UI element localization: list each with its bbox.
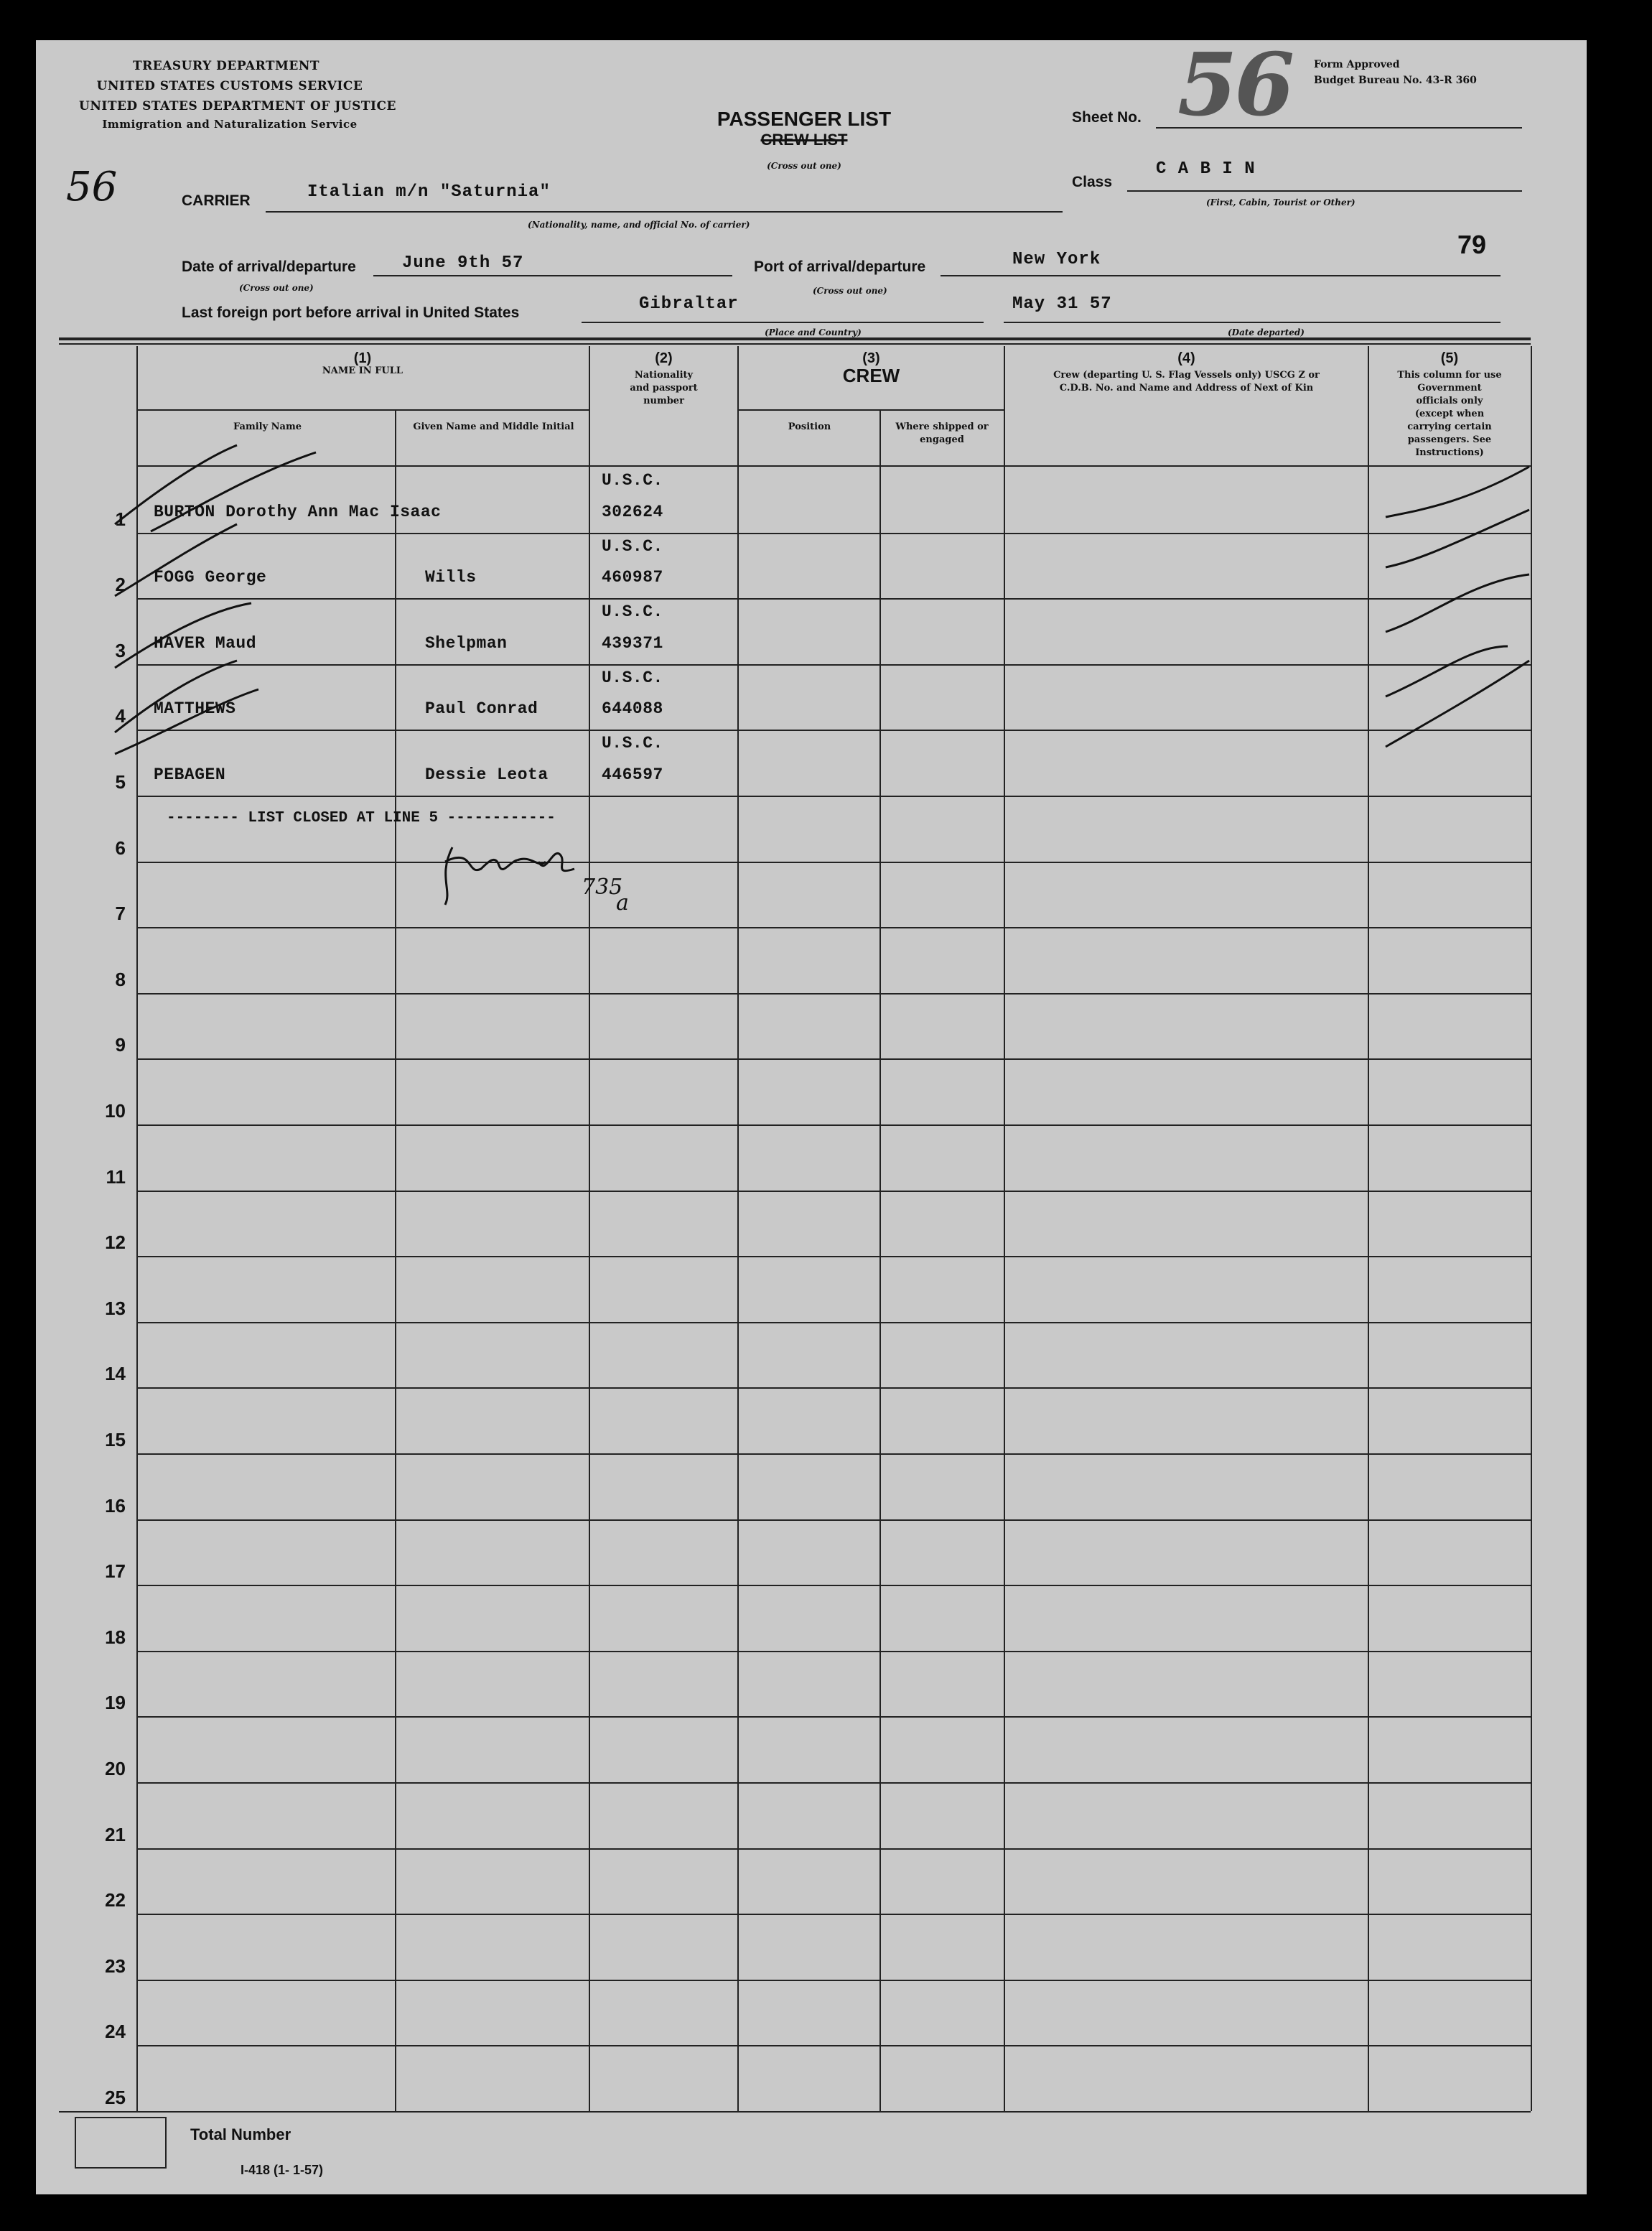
date-underline bbox=[373, 275, 732, 276]
col4-header: (4) Crew (departing U. S. Flag Vessels only) USCG Z or C.D.B. No. and Name and Address of Next of Kin bbox=[1053, 350, 1320, 393]
last-port-label: Last foreign port before arrival in United States bbox=[182, 304, 520, 321]
class-note: (First, Cabin, Tourist or Other) bbox=[1206, 197, 1355, 208]
table-col-line bbox=[737, 346, 739, 2111]
table-row-line bbox=[59, 2111, 1531, 2113]
table-row-line bbox=[136, 1387, 1531, 1389]
given-name-cell: Shelpman bbox=[425, 633, 508, 653]
table-row-line bbox=[136, 1914, 1531, 1915]
col3-header: (3) CREW bbox=[842, 350, 900, 386]
row-number: 7 bbox=[115, 903, 126, 925]
sheet-label: Sheet No. bbox=[1072, 109, 1142, 126]
table-row-line bbox=[136, 664, 1531, 666]
nationality-cell: U.S.C. bbox=[602, 536, 663, 556]
list-closed-note: -------- LIST CLOSED AT LINE 5 ------------ bbox=[167, 810, 556, 826]
list-title: PASSENGER LIST bbox=[717, 108, 892, 130]
table-row-line bbox=[136, 1716, 1531, 1718]
row-number: 2 bbox=[115, 574, 126, 596]
table-col-line bbox=[589, 346, 590, 2111]
subheader-line bbox=[136, 409, 589, 411]
table-row-line bbox=[136, 2045, 1531, 2046]
table-row-line bbox=[136, 1980, 1531, 1981]
row-number: 21 bbox=[105, 1823, 126, 1845]
table-row-line bbox=[136, 1651, 1531, 1652]
col2-header: (2) Nationality and passport number bbox=[630, 350, 698, 406]
table-top-rule bbox=[59, 337, 1531, 340]
row-number: 25 bbox=[105, 2087, 126, 2108]
header-bottom-line bbox=[136, 465, 1531, 467]
page-count: 79 bbox=[1457, 230, 1487, 259]
form-number: I-418 (1- 1-57) bbox=[241, 2163, 324, 2177]
carrier-label: CARRIER bbox=[182, 192, 251, 209]
annotation-time: 735 bbox=[582, 875, 623, 900]
place-note: (Place and Country) bbox=[765, 327, 862, 337]
passport-number-cell: 460987 bbox=[602, 568, 663, 587]
official-check-marks bbox=[1364, 460, 1544, 761]
total-number-label: Total Number bbox=[190, 2125, 291, 2143]
row-number: 9 bbox=[115, 1034, 126, 1056]
nationality-cell: U.S.C. bbox=[602, 602, 663, 622]
row-number: 1 bbox=[115, 508, 126, 530]
row-number: 6 bbox=[115, 837, 126, 859]
col1b-header: Given Name and Middle Initial bbox=[413, 421, 574, 432]
nationality-cell: U.S.C. bbox=[602, 734, 663, 753]
dept-justice: UNITED STATES DEPARTMENT OF JUSTICE bbox=[79, 99, 396, 113]
carrier-value: Italian m/n "Saturnia" bbox=[307, 182, 551, 202]
last-port-underline bbox=[582, 322, 984, 323]
total-number-box bbox=[75, 2117, 167, 2169]
table-row-line bbox=[136, 1585, 1531, 1586]
row-number: 23 bbox=[105, 1955, 126, 1977]
row-number: 13 bbox=[105, 1297, 126, 1319]
row-number: 10 bbox=[105, 1100, 126, 1122]
family-name-cell: MATTHEWS bbox=[154, 699, 236, 719]
table-row-line bbox=[136, 1191, 1531, 1192]
annotation-suffix: a bbox=[616, 890, 629, 916]
given-name-cell: Dessie Leota bbox=[425, 765, 549, 784]
row-number: 16 bbox=[105, 1494, 126, 1517]
table-row-line bbox=[136, 533, 1531, 534]
table-top-rule-2 bbox=[59, 343, 1531, 345]
family-name-cell: HAVER Maud bbox=[154, 633, 257, 653]
table-row-line bbox=[136, 1782, 1531, 1784]
table-row-line bbox=[136, 1124, 1531, 1126]
col1-header: (1) NAME IN FULL bbox=[322, 350, 403, 376]
subheader-line bbox=[737, 409, 1004, 411]
table-row-line bbox=[136, 1256, 1531, 1257]
table-row-line bbox=[136, 730, 1531, 731]
table-row-line bbox=[136, 796, 1531, 797]
date-label: Date of arrival/departure bbox=[182, 259, 356, 275]
row-number: 24 bbox=[105, 2021, 126, 2043]
carrier-note: (Nationality, name, and official No. of carrier) bbox=[528, 220, 750, 230]
table-row-line bbox=[136, 927, 1531, 928]
table-row-line bbox=[136, 1058, 1531, 1060]
port-underline bbox=[941, 275, 1501, 276]
budget-bureau: Budget Bureau No. 43-R 360 bbox=[1314, 75, 1477, 86]
row-strike-marks bbox=[108, 431, 337, 761]
class-label: Class bbox=[1072, 174, 1113, 190]
family-name-cell: PEBAGEN bbox=[154, 765, 226, 784]
port-note: (Cross out one) bbox=[813, 286, 887, 296]
date-note: (Cross out one) bbox=[239, 283, 314, 293]
col5-header: (5) This column for use Government officials only (except when carrying certain passengers. See Instructions) bbox=[1397, 350, 1502, 458]
dept-customs: UNITED STATES CUSTOMS SERVICE bbox=[96, 79, 363, 93]
table-row-line bbox=[136, 1848, 1531, 1850]
table-col-line bbox=[1004, 346, 1005, 2111]
row-number: 5 bbox=[115, 771, 126, 793]
row-number: 18 bbox=[105, 1626, 126, 1648]
dept-ins: Immigration and Naturalization Service bbox=[102, 118, 358, 131]
family-name-cell: BURTON Dorothy Ann Mac Isaac bbox=[154, 502, 442, 521]
passport-number-cell: 302624 bbox=[602, 502, 663, 521]
family-name-cell: FOGG George bbox=[154, 568, 267, 587]
table-row-line bbox=[136, 1322, 1531, 1323]
table-row-line bbox=[136, 598, 1531, 600]
row-number: 3 bbox=[115, 639, 126, 661]
row-number: 4 bbox=[115, 705, 126, 727]
carrier-underline bbox=[266, 211, 1063, 213]
passport-number-cell: 439371 bbox=[602, 633, 663, 653]
table-row-line bbox=[136, 993, 1531, 995]
nationality-cell: U.S.C. bbox=[602, 471, 663, 490]
row-number: 14 bbox=[105, 1363, 126, 1385]
form-approved: Form Approved bbox=[1314, 59, 1400, 70]
officer-signature bbox=[431, 833, 589, 912]
row-number: 20 bbox=[105, 1758, 126, 1779]
given-name-cell: Wills bbox=[425, 568, 477, 587]
sheet-number: 56 bbox=[1177, 34, 1292, 136]
class-underline bbox=[1127, 190, 1522, 192]
row-number: 19 bbox=[105, 1692, 126, 1714]
date-departed-underline bbox=[1004, 322, 1501, 323]
last-port-value: Gibraltar bbox=[639, 294, 739, 314]
class-value: C A B I N bbox=[1156, 159, 1256, 179]
row-number: 15 bbox=[105, 1429, 126, 1450]
row-number: 17 bbox=[105, 1560, 126, 1583]
passport-number-cell: 644088 bbox=[602, 699, 663, 719]
given-name-cell: Paul Conrad bbox=[425, 699, 538, 719]
col3b-header: Where shipped or engaged bbox=[895, 421, 989, 445]
row-number: 22 bbox=[105, 1889, 126, 1911]
nationality-cell: U.S.C. bbox=[602, 668, 663, 687]
col1a-header: Family Name bbox=[233, 421, 302, 432]
date-departed-value: May 31 57 bbox=[1012, 294, 1112, 314]
margin-number: 56 bbox=[66, 164, 118, 210]
col3a-header: Position bbox=[788, 421, 831, 432]
table-row-line bbox=[136, 862, 1531, 863]
title-note: (Cross out one) bbox=[767, 161, 841, 171]
table-row-line bbox=[136, 1453, 1531, 1455]
dept-treasury: TREASURY DEPARTMENT bbox=[132, 59, 320, 73]
passport-number-cell: 446597 bbox=[602, 765, 663, 784]
row-number: 11 bbox=[106, 1165, 126, 1188]
port-value: New York bbox=[1012, 250, 1101, 269]
date-departed-note: (Date departed) bbox=[1228, 327, 1305, 337]
row-number: 12 bbox=[105, 1231, 126, 1254]
port-label: Port of arrival/departure bbox=[754, 259, 926, 275]
list-title-crossed: CREW LIST bbox=[760, 131, 848, 149]
date-value: June 9th 57 bbox=[402, 253, 524, 273]
table-row-line bbox=[136, 1519, 1531, 1521]
row-number: 8 bbox=[115, 968, 126, 990]
